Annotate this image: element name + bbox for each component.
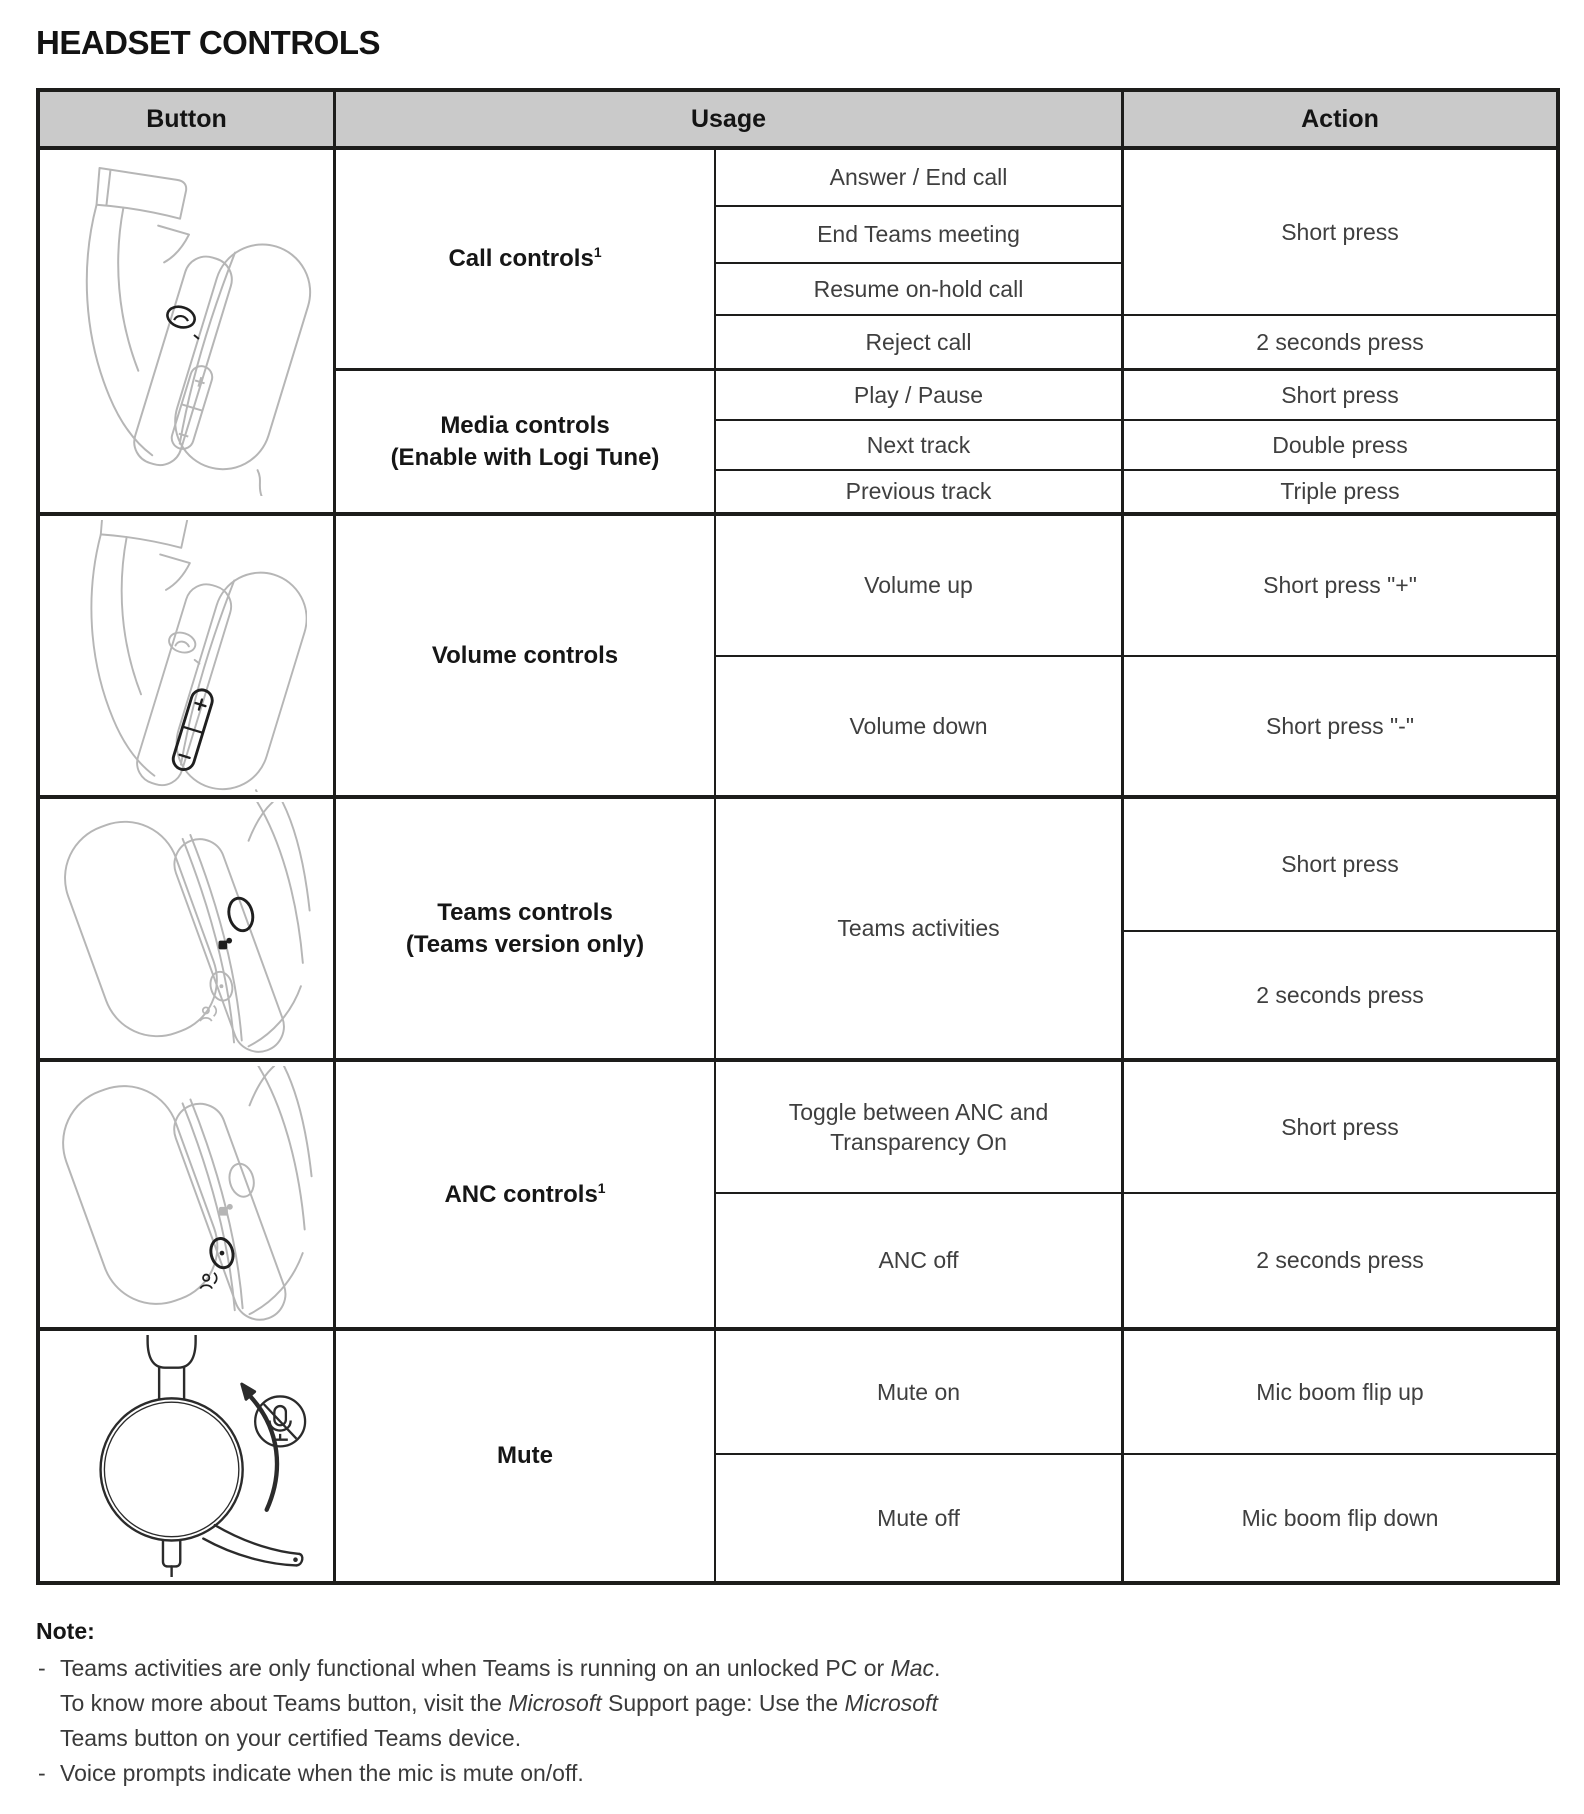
usage-volume-up: Volume up bbox=[716, 516, 1124, 657]
microphone-muted-icon bbox=[255, 1396, 305, 1446]
action-teams-2-seconds: 2 seconds press bbox=[1124, 932, 1556, 1062]
earcup-anc-highlighted bbox=[56, 1066, 318, 1324]
anc-person-icon bbox=[200, 1005, 216, 1021]
call-button-icon bbox=[164, 304, 198, 339]
action-previous-track: Triple press bbox=[1124, 471, 1556, 516]
note-section bbox=[36, 1618, 1236, 1791]
action-mute-off: Mic boom flip down bbox=[1241, 1504, 1439, 1531]
headset-side-view-volume-highlighted bbox=[67, 520, 307, 792]
usage-teams-activities: Teams activities bbox=[716, 799, 1124, 1062]
action-call-short-press: Short press bbox=[1124, 150, 1556, 316]
usage-toggle-anc-transparency: Toggle between ANC and Transparency On bbox=[716, 1062, 1124, 1194]
action-play-pause: Short press bbox=[1124, 371, 1556, 421]
usage-label-mute: Mute bbox=[336, 1331, 716, 1581]
earcup-teams-highlighted bbox=[56, 802, 318, 1056]
usage-reject-call: Reject call bbox=[716, 316, 1124, 371]
usage-mute-off: Mute off bbox=[716, 1455, 1124, 1581]
column-header-action: Action bbox=[1124, 92, 1556, 150]
usage-label-media-controls: Media controls (Enable with Logi Tune) bbox=[336, 371, 716, 516]
headset-side-view-call-highlighted bbox=[61, 166, 313, 496]
usage-resume-on-hold-call: Resume on-hold call bbox=[716, 264, 1124, 316]
action-reject-call: 2 seconds press bbox=[1124, 316, 1556, 371]
volume-rocker-icon bbox=[169, 363, 215, 451]
note-line: - Voice prompts indicate when the mic is mute on/off. bbox=[38, 1760, 584, 1786]
illustration-earcup-teams-button bbox=[40, 799, 336, 1062]
note-line: Teams button on your certified Teams device. bbox=[60, 1725, 522, 1751]
usage-mute-on: Mute on bbox=[716, 1331, 1124, 1455]
action-volume-down: Short press "-" bbox=[1124, 657, 1556, 799]
note-heading: Note: bbox=[36, 1618, 95, 1644]
headset-front-mute-flip bbox=[54, 1335, 319, 1577]
anc-person-icon bbox=[200, 1272, 216, 1288]
usage-label-volume-controls: Volume controls bbox=[336, 516, 716, 799]
page-title: HEADSET CONTROLS bbox=[36, 24, 381, 61]
column-header-button: Button bbox=[40, 92, 336, 150]
usage-play-pause: Play / Pause bbox=[716, 371, 1124, 421]
note-line: To know more about Teams button, visit the Microsoft Support page: Use the Microsoft bbox=[60, 1690, 938, 1716]
illustration-headset-call-button bbox=[40, 150, 336, 516]
note-lines bbox=[36, 1651, 1236, 1791]
headset-controls-table bbox=[36, 88, 1560, 1585]
call-button-icon bbox=[166, 629, 199, 663]
action-anc-toggle-short-press: Short press bbox=[1124, 1062, 1556, 1194]
usage-next-track: Next track bbox=[716, 421, 1124, 471]
illustration-headset-volume-rocker bbox=[40, 516, 336, 799]
column-header-usage: Usage bbox=[336, 92, 1124, 150]
illustration-earcup-anc-button bbox=[40, 1062, 336, 1331]
usage-volume-down: Volume down bbox=[716, 657, 1124, 799]
action-next-track: Double press bbox=[1124, 421, 1556, 471]
mic-boom bbox=[203, 1525, 302, 1565]
action-mute-on: Mic boom flip up bbox=[1124, 1331, 1556, 1455]
note-line: - Teams activities are only functional when Teams is running on an unlocked PC or Mac. bbox=[38, 1655, 941, 1681]
action-anc-off: 2 seconds press bbox=[1124, 1194, 1556, 1331]
action-volume-up: Short press "+" bbox=[1124, 516, 1556, 657]
usage-anc-off: ANC off bbox=[716, 1194, 1124, 1331]
usage-end-teams-meeting: End Teams meeting bbox=[716, 207, 1124, 264]
usage-previous-track: Previous track bbox=[716, 471, 1124, 516]
volume-rocker-icon bbox=[170, 687, 214, 772]
usage-label-anc-controls: ANC controls$^1$ bbox=[336, 1062, 716, 1331]
usage-label-call-controls: Call controls$^1$ bbox=[336, 150, 716, 371]
usage-label-teams-controls: Teams controls (Teams version only) bbox=[336, 799, 716, 1062]
illustration-mic-boom-flip bbox=[40, 1331, 336, 1581]
usage-answer-end-call: Answer / End call bbox=[716, 150, 1124, 207]
action-teams-short-press: Short press bbox=[1124, 799, 1556, 932]
